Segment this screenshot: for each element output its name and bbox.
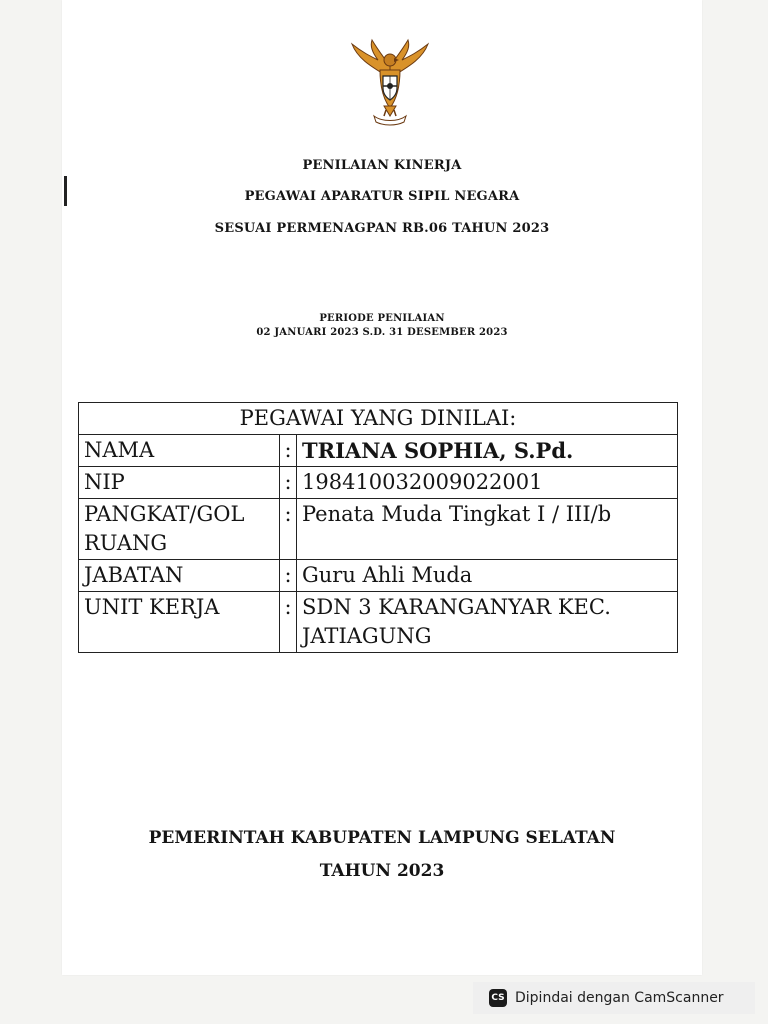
title-line-2: PEGAWAI APARATUR SIPIL NEGARA xyxy=(244,189,520,204)
row-label: NAMA xyxy=(79,435,280,467)
row-separator: : xyxy=(280,592,297,653)
row-label: PANGKAT/GOL RUANG xyxy=(79,499,280,560)
row-value: Guru Ahli Muda xyxy=(297,560,678,592)
camscanner-watermark xyxy=(473,982,755,1014)
table-row xyxy=(79,560,678,592)
row-label: JABATAN xyxy=(79,560,280,592)
camscanner-icon: CS xyxy=(489,989,507,1007)
title-line-3: SESUAI PERMENAGPAN RB.06 TAHUN 2023 xyxy=(214,221,550,236)
camscanner-text: Dipindai dengan CamScanner xyxy=(515,990,724,1006)
row-label: UNIT KERJA xyxy=(79,592,280,653)
period-range: 02 JANUARI 2023 S.D. 31 DESEMBER 2023 xyxy=(256,327,508,338)
table-row xyxy=(79,435,678,467)
row-separator: : xyxy=(280,560,297,592)
period-label: PERIODE PENILAIAN xyxy=(319,313,445,324)
employee-table xyxy=(78,402,678,653)
row-separator: : xyxy=(280,467,297,499)
row-separator: : xyxy=(280,499,297,560)
table-row xyxy=(79,592,678,653)
row-value: TRIANA SOPHIA, S.Pd. xyxy=(297,435,678,467)
table-heading-row xyxy=(79,403,678,435)
table-row xyxy=(79,499,678,560)
table-row xyxy=(79,467,678,499)
row-label: NIP xyxy=(79,467,280,499)
table-heading: PEGAWAI YANG DINILAI: xyxy=(79,403,678,435)
title-line-1: PENILAIAN KINERJA xyxy=(302,158,462,173)
row-value: Penata Muda Tingkat I / III/b xyxy=(297,499,678,560)
row-separator: : xyxy=(280,435,297,467)
footer-year: TAHUN 2023 xyxy=(319,861,445,881)
footer-government: PEMERINTAH KABUPATEN LAMPUNG SELATAN xyxy=(148,828,616,848)
row-value: 198410032009022001 xyxy=(297,467,678,499)
garuda-emblem-icon xyxy=(344,38,436,126)
row-value: SDN 3 KARANGANYAR KEC. JATIAGUNG xyxy=(297,592,678,653)
